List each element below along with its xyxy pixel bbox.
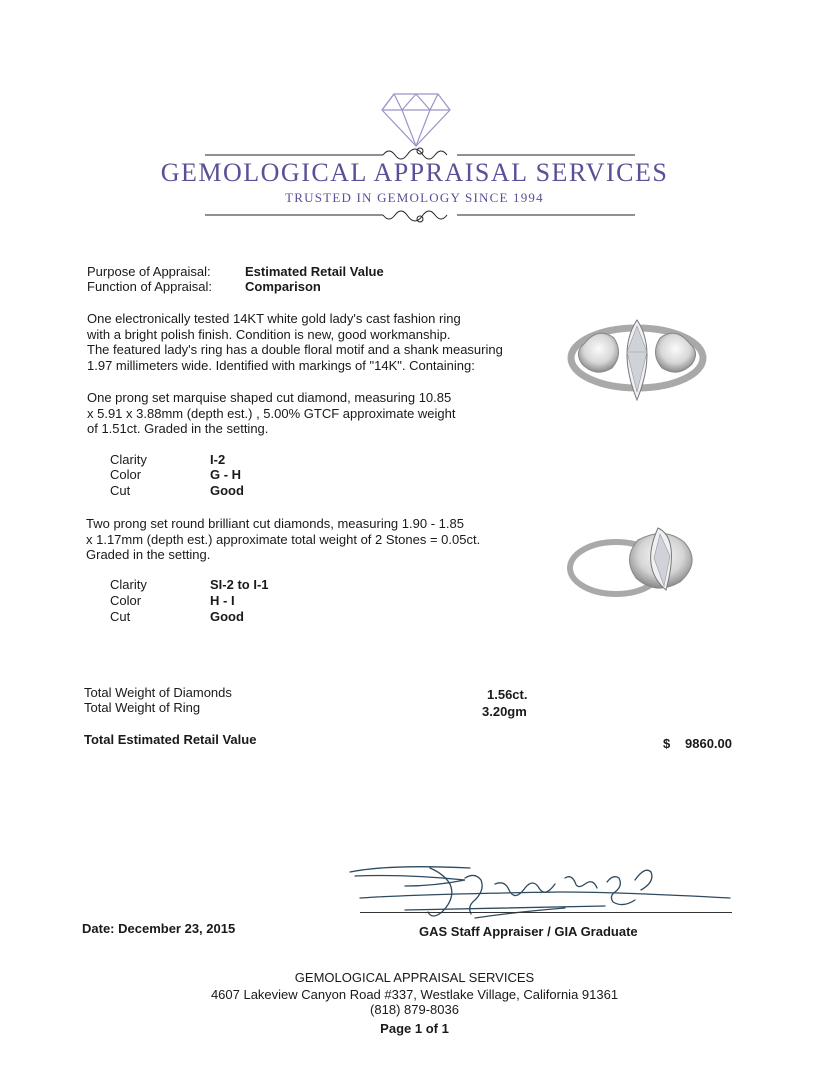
stone1-line: of 1.51ct. Graded in the setting. [87, 421, 269, 436]
function-label: Function of Appraisal: [87, 279, 213, 294]
total-ring-label: Total Weight of Ring [84, 700, 201, 715]
stone2-clarity-label: Clarity [110, 577, 147, 592]
stone2-color-value: H - I [210, 593, 235, 608]
stone1-clarity-value: I-2 [210, 452, 226, 467]
total-ring-value: 3.20gm [482, 704, 527, 719]
stone2-line: Two prong set round brilliant cut diamonds, measuring 1.90 - 1.85 [86, 516, 464, 531]
ring-photo-angled [566, 522, 708, 604]
stone1-description [87, 390, 456, 437]
total-retail-value: 9860.00 [685, 736, 732, 751]
signature-line [360, 912, 732, 913]
footer-address: 4607 Lakeview Canyon Road #337, Westlake Village, California 91361 [210, 987, 619, 1002]
description-line: 1.97 millimeters wide. Identified with markings of "14K". Containing: [87, 357, 475, 373]
purpose-label: Purpose of Appraisal: [87, 264, 211, 279]
stone1-cut-value: Good [210, 483, 244, 498]
footer-phone: (818) 879-8036 [370, 1002, 459, 1017]
currency-symbol: $ [663, 736, 671, 751]
footer-company: GEMOLOGICAL APPRAISAL SERVICES [294, 970, 535, 985]
stone1-cut-label: Cut [110, 483, 131, 498]
stone2-clarity-value: SI-2 to I-1 [210, 577, 269, 592]
appraiser-title: GAS Staff Appraiser / GIA Graduate [419, 924, 638, 939]
ornament-divider-bottom [205, 206, 635, 226]
description-line: with a bright polish finish. Condition is new, good workmanship. [87, 326, 451, 342]
stone1-line: One prong set marquise shaped cut diamond, measuring 10.85 [87, 390, 452, 405]
purpose-value: Estimated Retail Value [245, 264, 384, 279]
stone2-cut-label: Cut [110, 609, 131, 624]
stone2-description [86, 516, 480, 563]
stone1-clarity-label: Clarity [110, 452, 147, 467]
page-number: Page 1 of 1 [380, 1021, 449, 1036]
description-line: The featured lady's ring has a double floral motif and a shank measuring [87, 342, 503, 357]
stone2-color-label: Color [110, 593, 142, 608]
function-value: Comparison [245, 279, 321, 294]
ring-photo-top [566, 314, 708, 406]
total-diamonds-label: Total Weight of Diamonds [84, 685, 232, 700]
stone1-color-label: Color [110, 467, 142, 482]
appraisal-date: Date: December 23, 2015 [82, 921, 236, 936]
logo-title: GEMOLOGICAL APPRAISAL SERVICES [160, 158, 669, 187]
ring-description [87, 311, 503, 373]
stone1-line: x 5.91 x 3.88mm (depth est.) , 5.00% GTCF approximate weight [87, 405, 456, 421]
total-diamonds-value: 1.56ct. [487, 687, 528, 702]
stone2-line: Graded in the setting. [86, 547, 211, 562]
description-line: One electronically tested 14KT white gold lady's cast fashion ring [87, 311, 461, 326]
stone1-color-value: G - H [210, 467, 242, 482]
appraiser-signature [345, 858, 740, 928]
stone2-line: x 1.17mm (depth est.) approximate total weight of 2 Stones = 0.05ct. [86, 531, 481, 547]
logo-subtitle: TRUSTED IN GEMOLOGY SINCE 1994 [285, 190, 544, 205]
diamond-logo-icon [380, 92, 452, 148]
total-retail-label: Total Estimated Retail Value [84, 732, 257, 747]
stone2-cut-value: Good [210, 609, 244, 624]
